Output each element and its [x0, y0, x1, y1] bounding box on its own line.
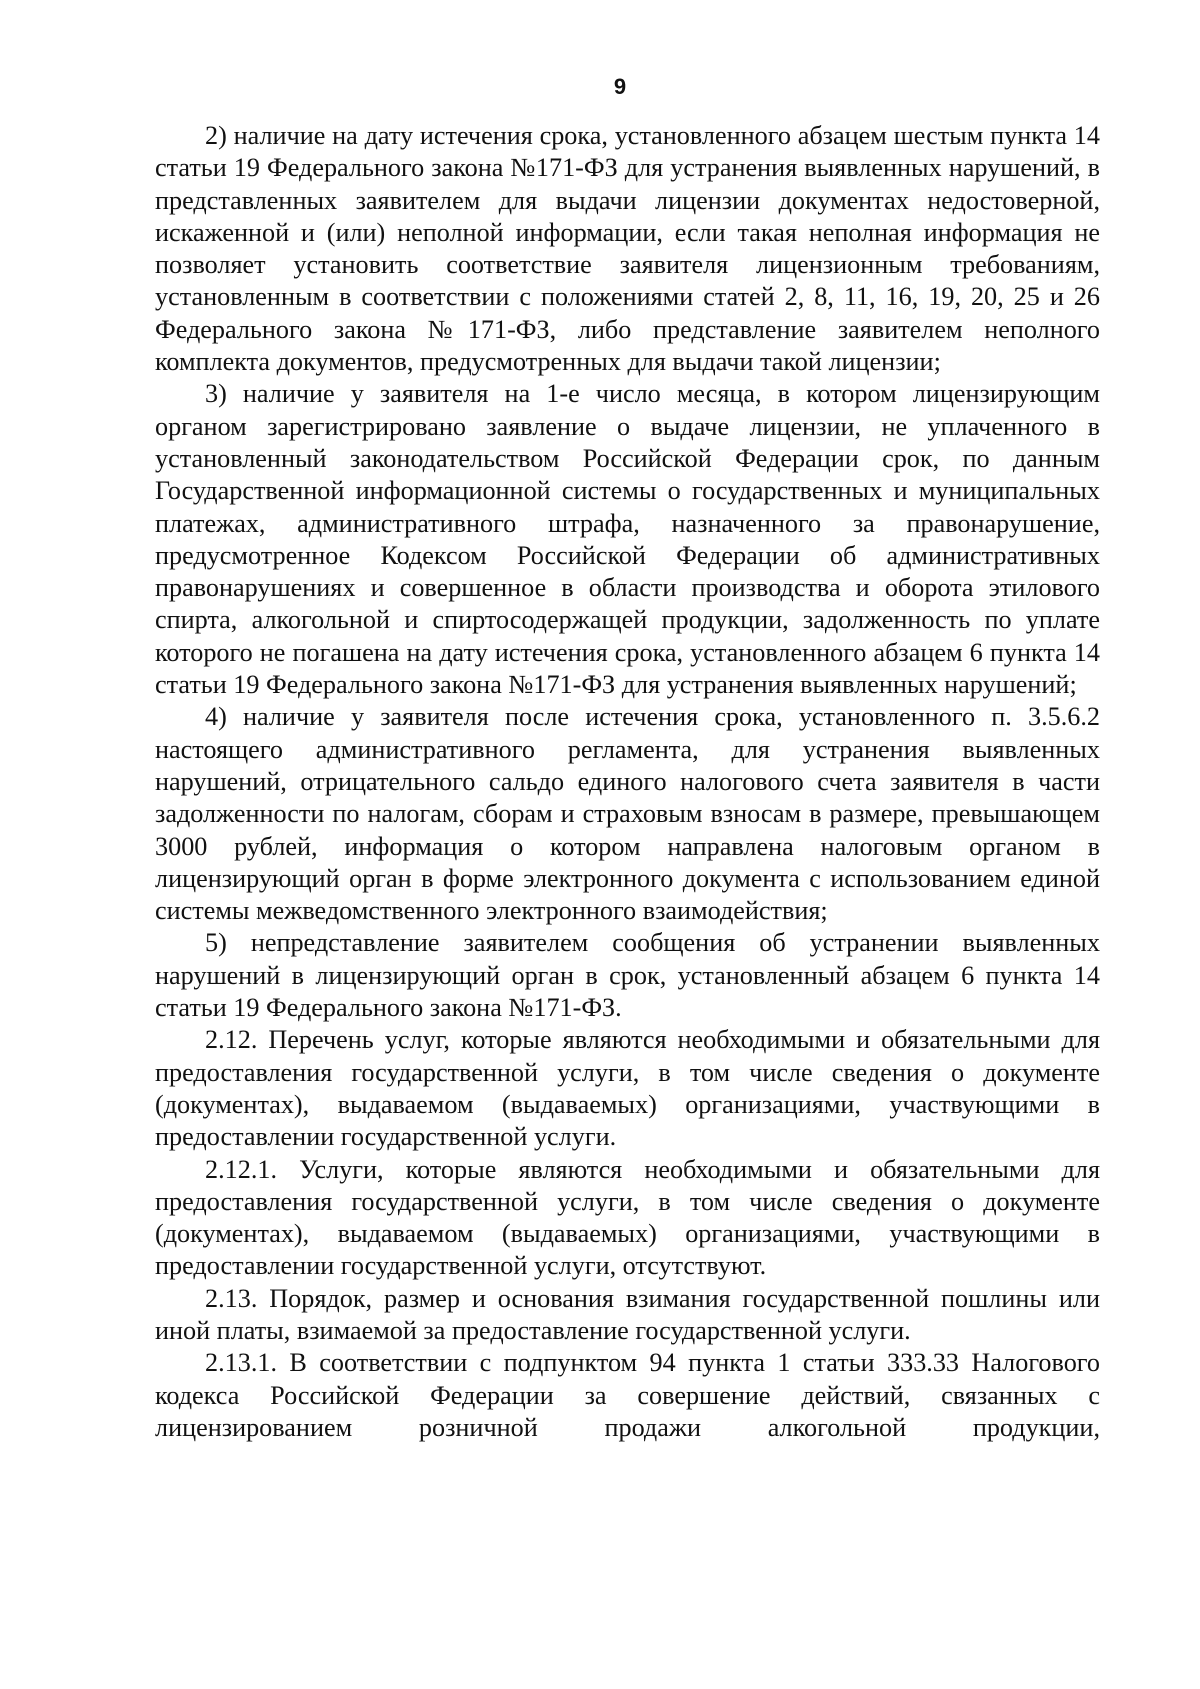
paragraph-item-2: 2) наличие на дату истечения срока, установленного абзацем шестым пункта 14 статьи 19 Федерального закона №171-ФЗ для устранения выявленных нарушений, в представленных заявителем для выдачи лицензии документах недостоверной, искаженной и (или) неполной информации, если такая неполная информация не позволяет установить соответствие заявителя лицензионным требованиям, установленным в соответствии с положениями статей 2, 8, 11, 16, 19, 20, 25 и 26 Федерального закона №171-ФЗ, либо представление заявителем неполного комплекта документов, предусмотренных для выдачи такой лицензии; [155, 121, 1100, 377]
paragraph-section-2-12-1: 2.12.1. Услуги, которые являются необходимыми и обязательными для предоставления государственной услуги, в том числе сведения о документе (документах), выдаваемом (выдаваемых) организациями, участвующими в предоставлении государственной услуги, отсутствуют. [155, 1154, 1100, 1281]
paragraph-section-2-13-1: 2.13.1. В соответствии с подпунктом 94 пункта 1 статьи 333.33 Налогового кодекса Российской Федерации за совершение действий, связанных с лицензированием розничной продажи алкогольной продукции, [155, 1348, 1100, 1442]
paragraph-item-4: 4) наличие у заявителя после истечения срока, установленного п. 3.5.6.2 настоящего административного регламента, для устранения выявленных нарушений, отрицательного сальдо единого налогового счета заявителя в части задолженности по налогам, сборам и страховым взносам в размере, превышающем 3000 рублей, информация о котором направлена налоговым органом в лицензирующий орган в форме электронного документа с использованием единой системы межведомственного электронного взаимодействия; [155, 702, 1100, 926]
document-body [155, 120, 1100, 1444]
page-number: 9 [613, 74, 627, 99]
paragraph-section-2-12: 2.12. Перечень услуг, которые являются необходимыми и обязательными для предоставления государственной услуги, в том числе сведения о документе (документах), выдаваемом (выдаваемых) организациями, участвующими в предоставлении государственной услуги. [155, 1025, 1100, 1152]
paragraph-item-3: 3) наличие у заявителя на 1-е число месяца, в котором лицензирующим органом зарегистрировано заявление о выдаче лицензии, не уплаченного в установленный законодательством Российской Федерации срок, по данным Государственной информационной системы о государственных и муниципальных платежах, административного штрафа, назначенного за правонарушение, предусмотренное Кодексом Российской Федерации об административных правонарушениях и совершенное в области производства и оборота этилового спирта, алкогольной и спиртосодержащей продукции, задолженность по уплате которого не погашена на дату истечения срока, установленного абзацем 6 пункта 14 статьи 19 Федерального закона №171-ФЗ для устранения выявленных нарушений; [155, 379, 1100, 700]
paragraph-section-2-13: 2.13. Порядок, размер и основания взимания государственной пошлины или иной платы, взимаемой за предоставление государственной услуги. [155, 1283, 1100, 1345]
paragraph-item-5: 5) непредставление заявителем сообщения об устранении выявленных нарушений в лицензирующий орган в срок, установленный абзацем 6 пункта 14 статьи 19 Федерального закона №171-ФЗ. [155, 928, 1100, 1023]
